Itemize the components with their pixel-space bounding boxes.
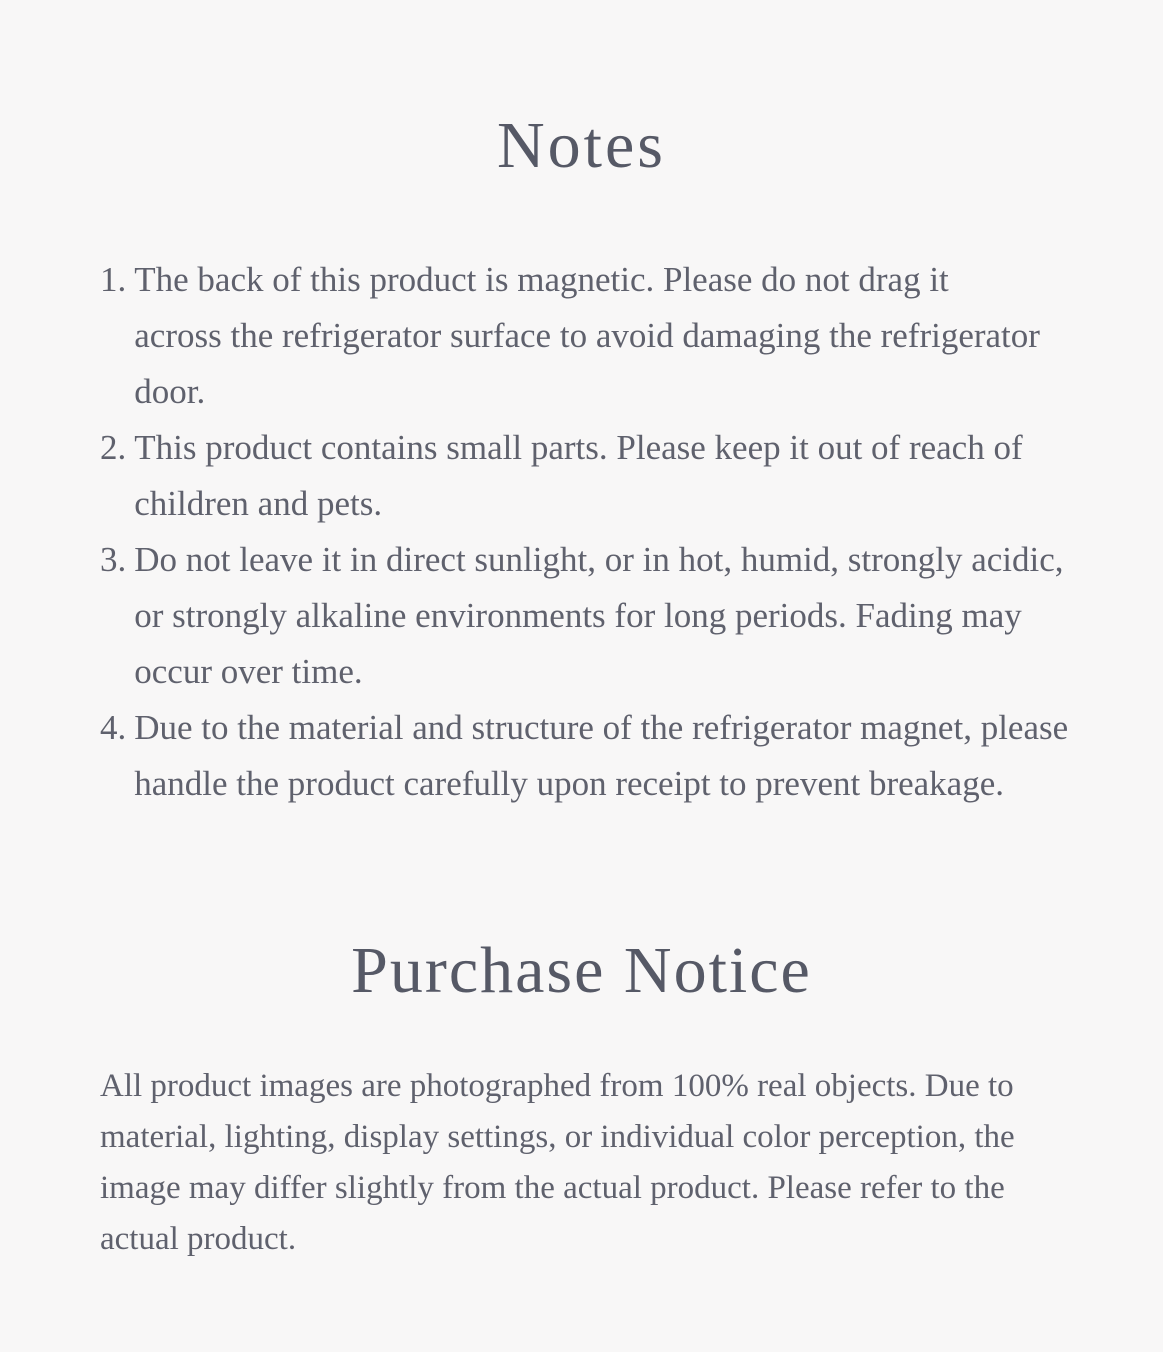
note-item-4 — [100, 700, 1100, 812]
purchase-notice-text: All product images are photographed from 100% real objects. Due to material, lighting, display settings, or individual color perception, the image may differ slightly from the actual product. Please refer to the actual product. — [100, 1068, 1015, 1257]
note-text: Do not leave it in direct sunlight, or in hot, humid, strongly acidic, or strongly alkaline environments for long periods. Fading may occur over time. — [134, 540, 1064, 691]
note-number: 4. — [100, 708, 127, 747]
note-text: This product contains small parts. Please keep it out of reach of children and pets. — [134, 428, 1023, 523]
purchase-notice-heading: Purchase Notice — [351, 934, 812, 1007]
note-item-2 — [100, 420, 1100, 532]
note-item-3 — [100, 532, 1100, 700]
note-text: The back of this product is magnetic. Please do not drag it across the refrigerator surface to avoid damaging the refrigerator door. — [134, 260, 1040, 411]
note-text: Due to the material and structure of the refrigerator magnet, please handle the product carefully upon receipt to prevent breakage. — [134, 708, 1069, 803]
notes-heading: Notes — [497, 109, 666, 182]
note-number: 2. — [100, 428, 127, 467]
note-number: 1. — [100, 260, 127, 299]
note-item-1 — [100, 252, 1100, 420]
notes-list — [100, 252, 1100, 812]
note-number: 3. — [100, 540, 127, 579]
